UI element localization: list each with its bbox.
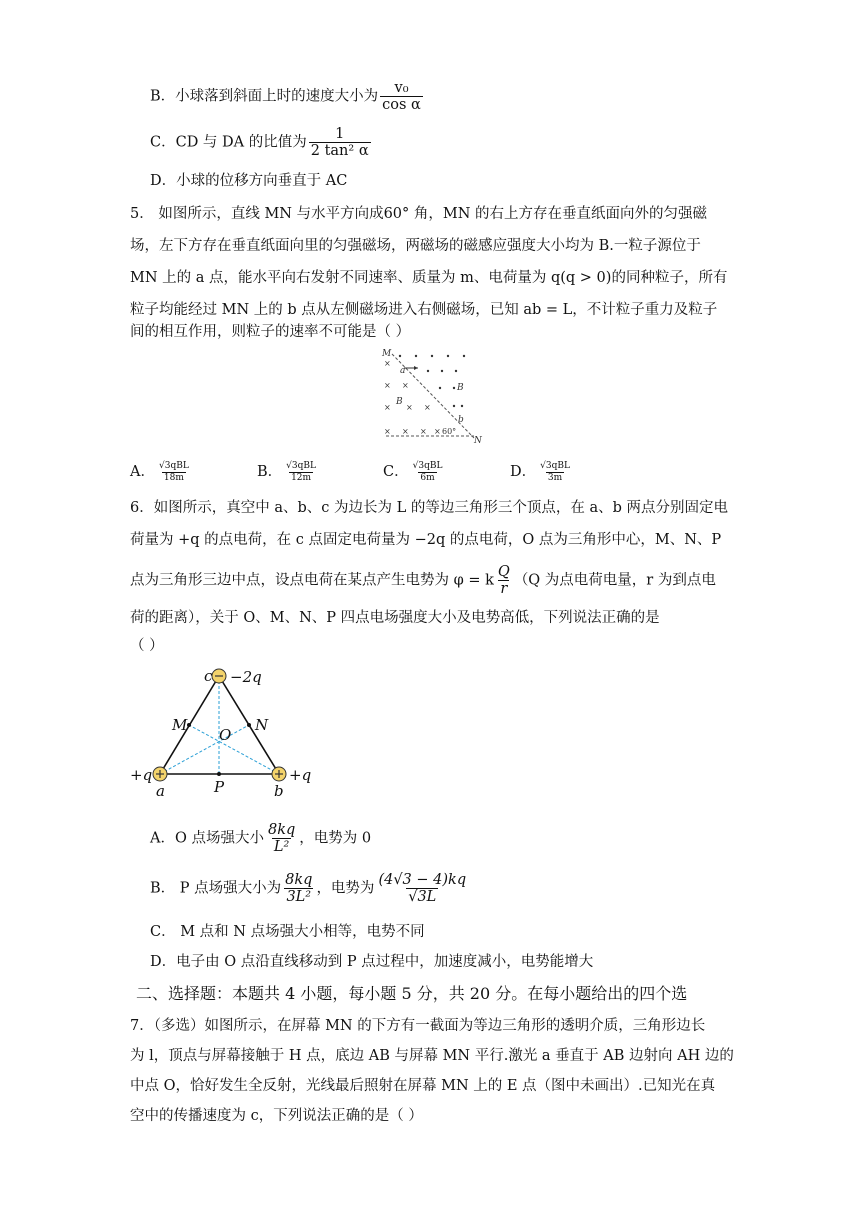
q6-potential-fraction [496,564,512,597]
frac-numerator: √3qBL [158,460,189,471]
q6-line-4: 荷的距离），关于 O、M、N、P 四点电场强度大小及电势高低，下列说法正确的是 [130,610,660,626]
frac-numerator: 1 [335,126,345,142]
point-m [187,723,191,727]
svg-text:×: × [402,381,409,390]
q4-option-c [150,126,373,159]
svg-text:×: × [384,381,391,390]
svg-text:×: × [384,359,391,368]
frac-numerator: 8kq [285,872,313,888]
q6-option-d: D．电子由 O 点沿直线移动到 P 点过程中，加速度减小，电势能增大 [150,954,594,970]
q5-option-c [383,460,446,484]
q6-option-b [150,872,470,905]
q5-line-5: 间的相互作用，则粒子的速率不可能是（ ） [130,324,411,340]
q4-option-b-text: B．小球落到斜面上时的速度大小为 [150,88,379,105]
arrow-head [414,366,418,370]
charge-c [212,669,226,683]
charge-a [153,767,167,781]
option-fraction [538,461,572,484]
option-letter: C． [383,464,409,480]
frac-denominator: 18m [163,472,184,483]
label-p: P [214,778,225,796]
dots-out-of-page [399,355,465,407]
label-m: M [382,349,392,359]
q6-option-a-text: A．O 点场强大小 [150,830,264,847]
frac-numerator: Q [497,564,510,580]
label-a-charge: +q [130,766,153,784]
q5-line-3: MN 上的 a 点，能水平向右发射不同速率、质量为 m、电荷量为 q(q > 0)的同种粒子，所有 [130,270,728,286]
q5-option-d [510,460,574,484]
label-n: N [474,436,482,446]
label-a: a [156,782,165,800]
q5-magnetic-field-figure [378,346,488,446]
option-fraction [157,461,191,484]
frac-denominator: 12m [291,472,312,483]
q5-option-b [257,460,320,484]
mn-line [392,354,474,438]
q6-option-c: C． M 点和 N 点场强大小相等，电势不同 [150,924,425,940]
q5-line-4: 粒子均能经过 MN 上的 b 点从左侧磁场进入右侧磁场，已知 ab = L，不计粒子重力及粒子 [130,302,718,318]
svg-text:×: × [384,403,391,412]
option-letter: D． [510,464,537,480]
svg-text:×: × [402,427,409,436]
q4-option-d: D．小球的位移方向垂直于 AC [150,173,348,189]
charge-b [272,767,286,781]
q6-option-a-fraction [266,822,297,855]
q6-line-5: （ ） [130,638,164,654]
frac-denominator: cos α [382,97,421,113]
frac-denominator: 6m [420,472,435,483]
frac-numerator: √3qBL [412,460,443,471]
q7-line-3: 中点 O，恰好发生全反射，光线最后照射在屏幕 MN 上的 E 点（图中未画出）.已知光在真 [130,1078,716,1094]
label-b: b [458,415,464,425]
crosses-into-page [384,359,441,436]
q6-option-b-text: B． P 点场强大小为 [150,880,282,897]
q6-option-b-fraction-2 [376,872,468,905]
svg-text:×: × [384,427,391,436]
frac-denominator: 3m [547,472,563,483]
q6-line-2: 荷量为 +q 的点电荷，在 c 点固定电荷量为 −2q 的点电荷，O 点为三角形中心，M、N、P [130,532,722,548]
q5-line-1: 5． 如图所示，直线 MN 与水平方向成60° 角，MN 的右上方存在垂直纸面向外的匀强磁 [130,206,708,222]
option-fraction [411,461,445,484]
label-m: M [172,716,188,734]
label-b-charge: +q [289,766,312,784]
option-letter: A． [130,464,155,480]
q5-option-a [130,460,193,484]
frac-denominator: L² [273,839,290,855]
label-n: N [255,716,269,734]
frac-denominator: r [500,581,508,597]
label-a: a [400,366,406,376]
q4-option-c-text: C．CD 与 DA 的比值为 [150,134,307,151]
label-c: c [204,667,213,685]
q7-line-1: 7．（多选）如图所示，在屏幕 MN 的下方有一截面为等边三角形的透明介质，三角形边长 [130,1018,706,1034]
q7-line-2: 为 l，顶点与屏幕接触于 H 点，底边 AB 与屏幕 MN 平行.激光 a 垂直于 AB 边射向 AH 边的 [130,1048,734,1064]
point-n [247,723,251,727]
q6-option-a-suffix: ，电势为 0 [299,830,372,847]
frac-denominator: √3L [408,889,437,905]
q7-line-4: 空中的传播速度为 c，下列说法正确的是（ ） [130,1108,423,1124]
point-p [217,772,221,776]
svg-text:×: × [420,427,427,436]
label-b-left: B [396,397,403,407]
svg-text:×: × [424,403,431,412]
label-b: b [274,782,284,800]
q6-line-3 [130,564,716,597]
q6-line-3-text-b: （Q 为点电荷电量，r 为到点电 [513,572,716,589]
frac-denominator: 3L² [286,889,312,905]
option-letter: B． [257,464,283,480]
q6-option-a [150,822,371,855]
frac-numerator: v₀ [394,80,409,96]
q4-option-b-fraction [380,80,423,113]
label-o: O [219,726,232,744]
q6-option-b-mid: ，电势为 [316,880,375,897]
frac-numerator: (4√3 − 4)kq [378,872,467,888]
frac-denominator: 2 tan² α [310,143,369,159]
frac-numerator: √3qBL [286,460,316,471]
option-fraction [284,461,318,484]
q6-triangle-figure [128,664,328,804]
label-b-right: B [457,383,464,393]
q6-line-3-text-a: 点为三角形三边中点，设点电荷在某点产生电势为 φ = k [130,572,494,589]
label-angle: 60° [442,427,457,436]
svg-text:×: × [406,403,413,412]
label-c-charge: −2q [230,668,262,686]
section-2-header: 二、选择题：本题共 4 小题，每小题 5 分，共 20 分。在每小题给出的四个选 [136,984,688,1003]
q6-option-b-fraction-1 [283,872,314,905]
q6-line-1: 6．如图所示，真空中 a、b、c 为边长为 L 的等边三角形三个顶点，在 a、b 两点分别固定电 [130,500,728,516]
frac-numerator: √3qBL [540,460,570,471]
frac-numerator: 8kq [267,822,296,838]
q5-line-2: 场，左下方存在垂直纸面向里的匀强磁场，两磁场的磁感应强度大小均为 B.一粒子源位于 [130,238,701,254]
q4-option-b [150,80,425,113]
q4-option-c-fraction [309,126,371,159]
svg-text:×: × [434,427,441,436]
